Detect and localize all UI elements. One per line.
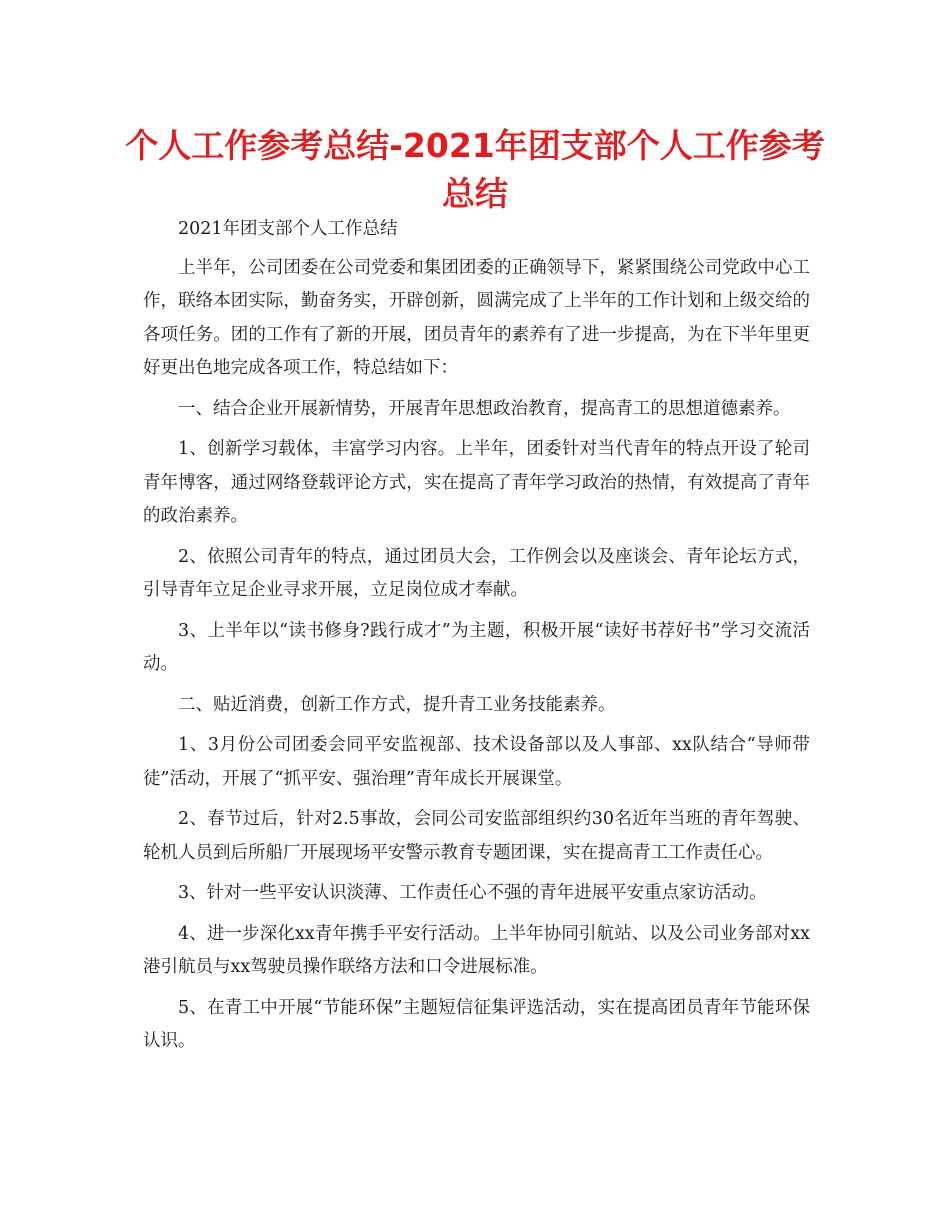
document-body bbox=[143, 213, 810, 1066]
paragraph-intro: 上半年，公司团委在公司党委和集团团委的正确领导下，紧紧围绕公司党政中心工作，联络本团实际，勤奋务实，开辟创新，圆满完成了上半年的工作计划和上级交给的各项任务。团的工作有了新的开展，团员青年的素养有了进一步提高，为在下半年里更好更出色地完成各项工作，特总结如下： bbox=[143, 257, 810, 378]
paragraph-2-3: 3、针对一些平安认识淡薄、工作责任心不强的青年进展平安重点家访活动。 bbox=[178, 883, 767, 903]
paragraph-1-2: 2、依照公司青年的特点，通过团员大会，工作例会以及座谈会、青年论坛方式，引导青年立足企业寻求开展，立足岗位成才奉献。 bbox=[143, 546, 810, 600]
document-title: 个人工作参考总结-2021年团支部个人工作参考总结 bbox=[125, 126, 825, 213]
document-subtitle: 2021年团支部个人工作总结 bbox=[178, 219, 398, 239]
paragraph-1-1: 1、创新学习载体，丰富学习内容。上半年，团委针对当代青年的特点开设了轮司青年博客，通过网络登载评论方式，实在提高了青年学习政治的热情，有效提高了青年的政治素养。 bbox=[143, 439, 810, 526]
paragraph-2-1: 1、3月份公司团委会同平安监视部、技术设备部以及人事部、xx队结合“导师带徒”活动，开展了“抓平安、强治理”青年成长开展课堂。 bbox=[143, 735, 810, 789]
section-heading-2: 二、贴近消费，创新工作方式，提升青工业务技能素养。 bbox=[178, 694, 616, 715]
paragraph-2-5: 5、在青工中开展“节能环保”主题短信征集评选活动，实在提高团员青年节能环保认识。 bbox=[143, 997, 810, 1051]
paragraph-2-2: 2、春节过后，针对2.5事故，会同公司安监部组织约30名近年当班的青年驾驶、轮机人员到后所船厂开展现场平安警示教育专题团课，实在提高青工工作责任心。 bbox=[143, 809, 810, 863]
paragraph-2-4: 4、进一步深化xx青年携手平安行活动。上半年协同引航站、以及公司业务部对xx港引航员与xx驾驶员操作联络方法和口令进展标准。 bbox=[143, 923, 810, 977]
section-heading-1: 一、结合企业开展新情势，开展青年思想政治教育，提高青工的思想道德素养。 bbox=[178, 398, 791, 419]
paragraph-1-3: 3、上半年以“读书修身?践行成才”为主题，积极开展“读好书荐好书”学习交流活动。 bbox=[143, 620, 810, 674]
